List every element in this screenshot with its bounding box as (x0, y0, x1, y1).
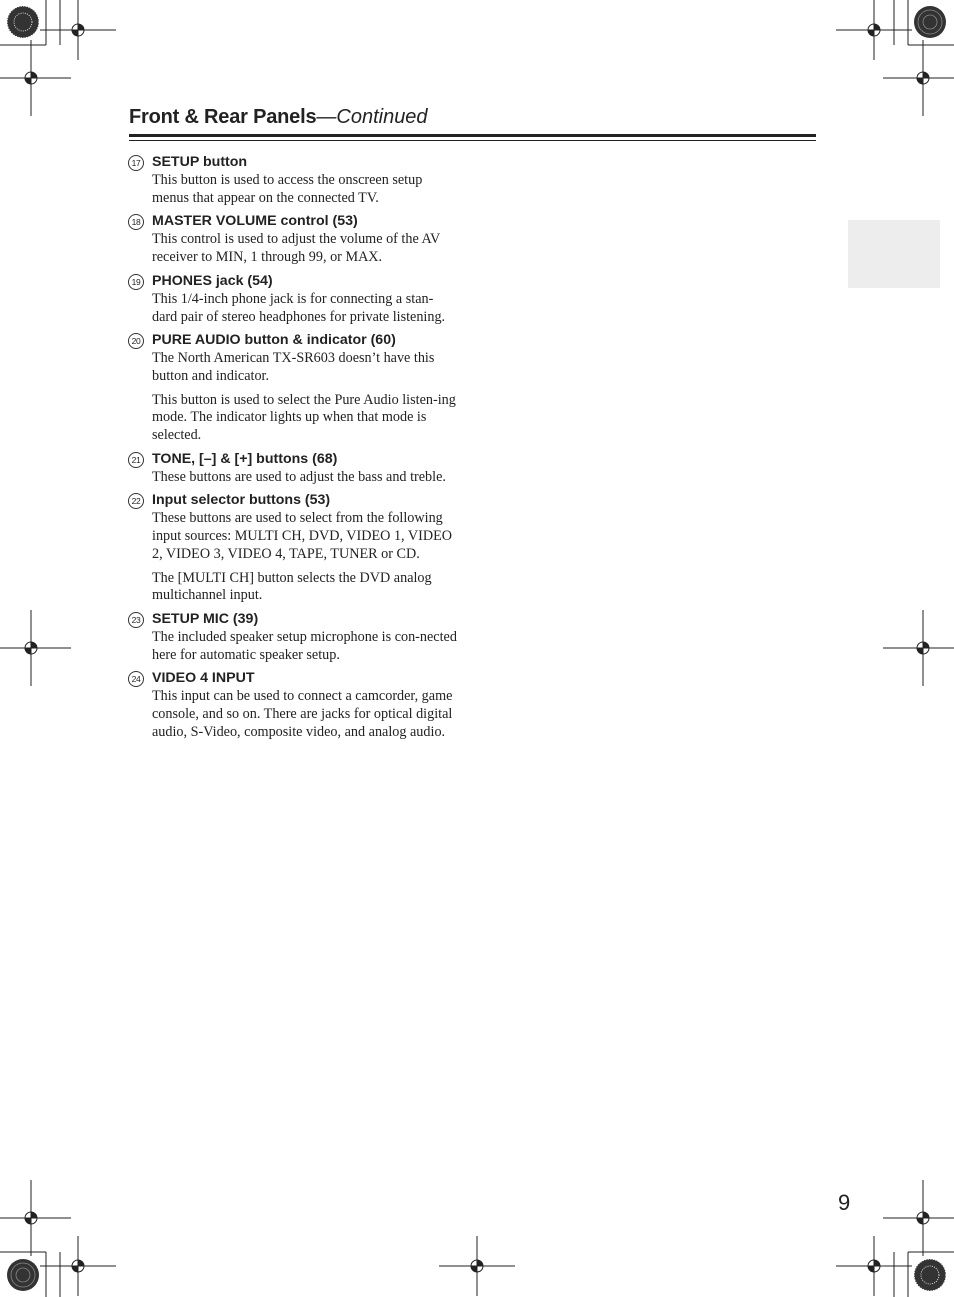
list-item (128, 450, 458, 487)
list-item (128, 331, 458, 445)
item-number-badge: 18 (128, 214, 144, 230)
list-item (128, 272, 458, 326)
item-title: TONE, [–] & [+] buttons (68) (152, 450, 338, 467)
starburst-mark-bottom-right (914, 1259, 946, 1291)
chapter-tab (848, 220, 940, 288)
header-rule-thin (129, 140, 816, 141)
item-number-badge: 19 (128, 274, 144, 290)
starburst-mark-bottom-left (7, 1259, 39, 1291)
item-description: These buttons are used to select from the following input sources: MULTI CH, DVD, VIDEO 1, VIDEO 2, VIDEO 3, VIDEO 4, TAPE, TUNER or CD. (152, 510, 453, 562)
section-continued-label: —Continued (316, 106, 428, 128)
starburst-mark-top-left (7, 6, 39, 38)
item-description: The included speaker setup microphone is con-nected here for automatic speaker setup. (152, 628, 457, 663)
item-description: These buttons are used to adjust the bass and treble. (152, 468, 446, 485)
item-number-badge: 22 (128, 493, 144, 509)
item-description: The North American TX-SR603 doesn’t have this button and indicator. (152, 350, 435, 384)
item-number-badge: 17 (128, 155, 144, 171)
item-title: PURE AUDIO button & indicator (60) (152, 332, 396, 349)
list-item (128, 610, 458, 664)
item-description: This button is used to access the onscreen setup menus that appear on the connected TV. (152, 172, 423, 206)
item-description: The [MULTI CH] button selects the DVD analog multichannel input. (152, 569, 432, 604)
item-description: This control is used to adjust the volume of the AV receiver to MIN, 1 through 99, or MAX. (152, 231, 440, 266)
page-number: 9 (838, 1190, 851, 1215)
item-title: MASTER VOLUME control (53) (152, 213, 358, 230)
list-item (128, 669, 458, 741)
starburst-mark-top-right (914, 6, 946, 38)
list-item (128, 212, 458, 266)
item-number-badge: 24 (128, 671, 144, 687)
item-title: SETUP button (152, 154, 248, 170)
item-title: Input selector buttons (53) (152, 492, 331, 509)
item-number-badge: 20 (128, 333, 144, 349)
list-item (128, 153, 458, 207)
list-item (128, 491, 458, 605)
item-description: This 1/4-inch phone jack is for connecting a stan-dard pair of stereo headphones for private listening. (152, 290, 446, 325)
item-description: This button is used to select the Pure Audio listen-ing mode. The indicator lights up when that mode is selected. (152, 391, 456, 444)
item-title: VIDEO 4 INPUT (152, 670, 255, 687)
item-list (128, 153, 458, 746)
item-title: PHONES jack (54) (152, 272, 273, 289)
section-title: Front & Rear Panels (129, 106, 317, 128)
item-title: SETUP MIC (39) (152, 610, 259, 627)
header-rule (129, 134, 816, 137)
item-number-badge: 21 (128, 452, 144, 468)
section-header (129, 106, 816, 129)
item-description: This input can be used to connect a camcorder, game console, and so on. There are jacks for optical digital audio, S-Video, composite video, and analog audio. (152, 688, 453, 740)
item-number-badge: 23 (128, 612, 144, 628)
